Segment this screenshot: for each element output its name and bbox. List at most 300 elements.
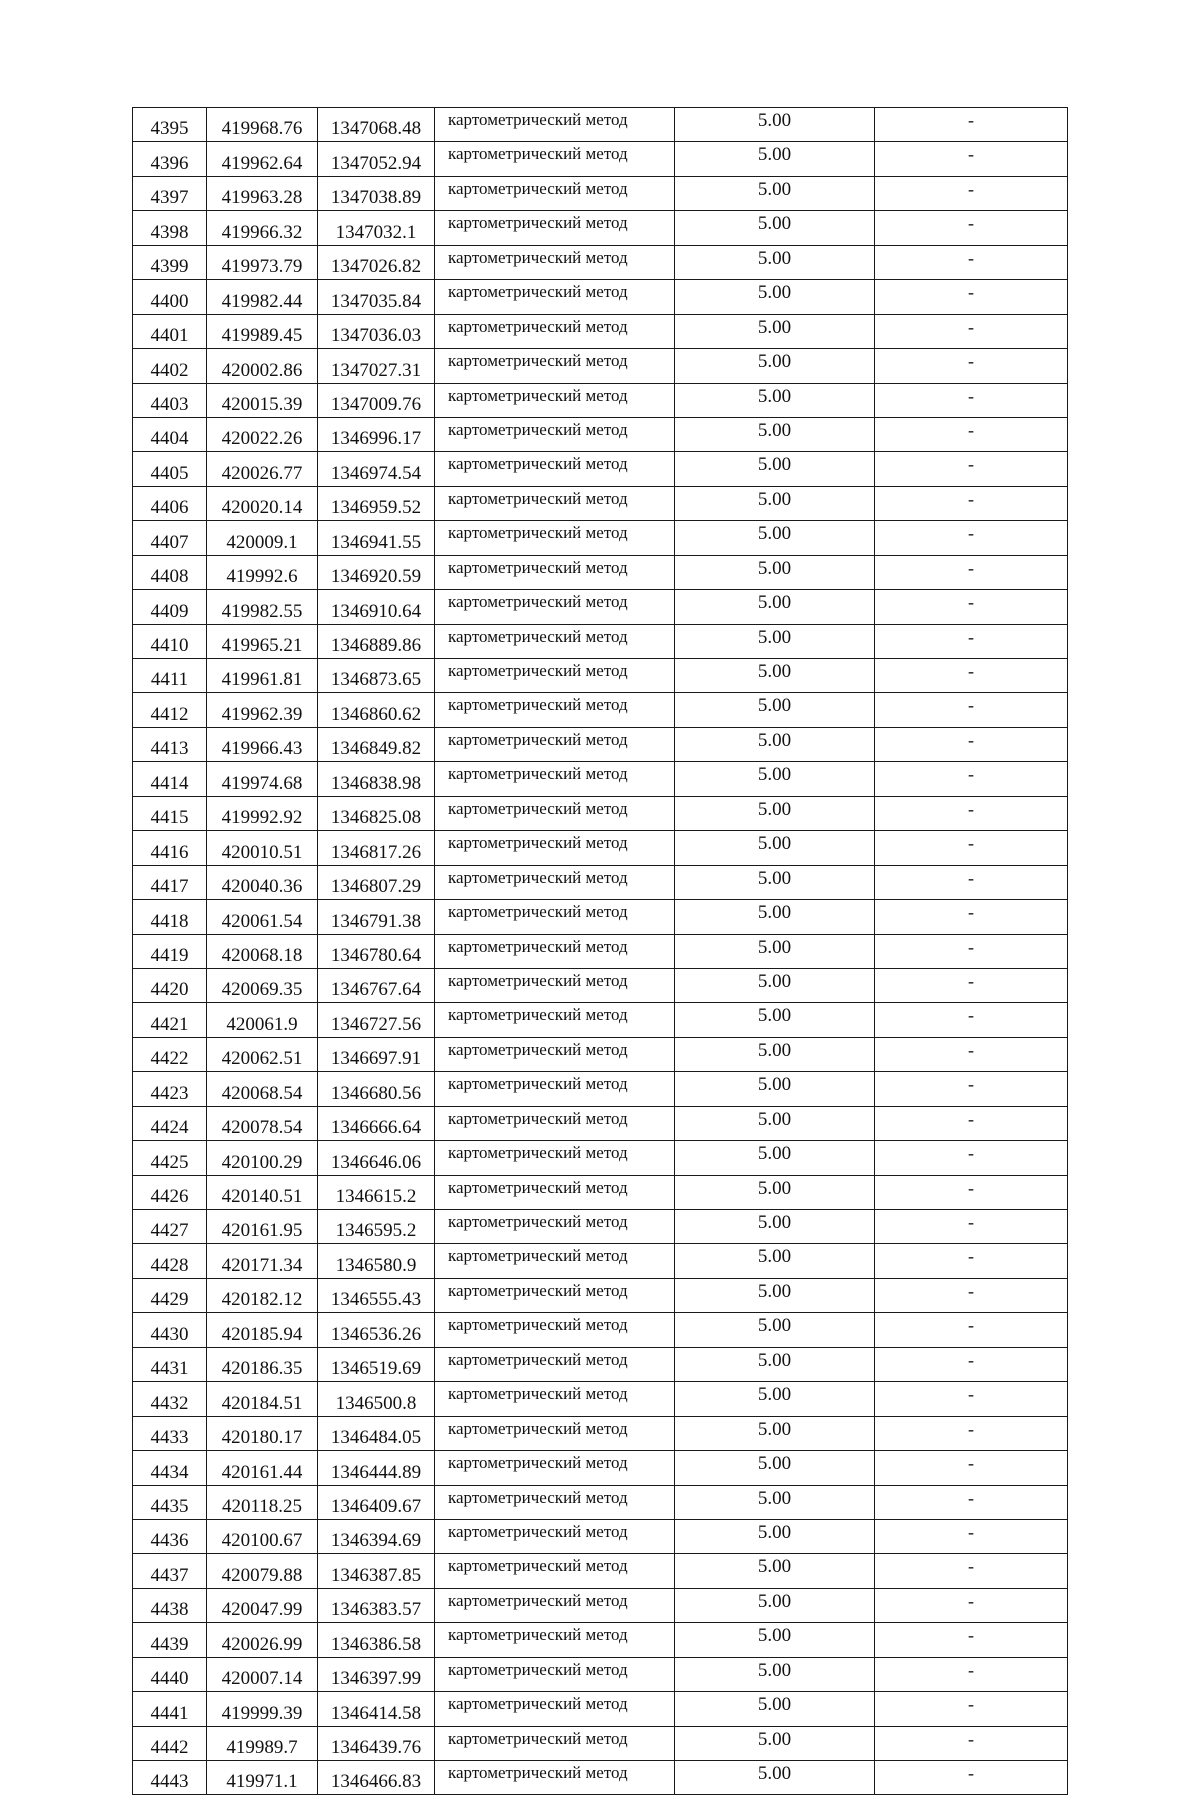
point-number-cell: 4401 [133,314,207,348]
y-coordinate-cell: 1346646.06 [318,1141,435,1175]
y-coordinate-cell: 1346825.08 [318,796,435,830]
table-row [133,211,1068,245]
error-cell: 5.00 [675,314,875,348]
point-number-cell: 4430 [133,1313,207,1347]
method-cell: картометрический метод [435,693,675,727]
x-coordinate-cell: 419992.6 [207,555,318,589]
y-coordinate-cell: 1346484.05 [318,1416,435,1450]
table-row [133,1175,1068,1209]
method-cell: картометрический метод [435,1210,675,1244]
error-cell: 5.00 [675,108,875,142]
note-cell: - [875,521,1068,555]
y-coordinate-cell: 1346439.76 [318,1726,435,1760]
x-coordinate-cell: 420118.25 [207,1485,318,1519]
note-cell: - [875,1244,1068,1278]
y-coordinate-cell: 1347009.76 [318,383,435,417]
error-cell: 5.00 [675,796,875,830]
y-coordinate-cell: 1346386.58 [318,1623,435,1657]
table-row [133,1519,1068,1553]
y-coordinate-cell: 1346860.62 [318,693,435,727]
note-cell: - [875,1588,1068,1622]
y-coordinate-cell: 1346444.89 [318,1451,435,1485]
method-cell: картометрический метод [435,1278,675,1312]
method-cell: картометрический метод [435,314,675,348]
point-number-cell: 4424 [133,1106,207,1140]
method-cell: картометрический метод [435,865,675,899]
note-cell: - [875,968,1068,1002]
table-row [133,1072,1068,1106]
y-coordinate-cell: 1346807.29 [318,865,435,899]
y-coordinate-cell: 1346555.43 [318,1278,435,1312]
y-coordinate-cell: 1346615.2 [318,1175,435,1209]
y-coordinate-cell: 1347036.03 [318,314,435,348]
x-coordinate-cell: 420010.51 [207,831,318,865]
method-cell: картометрический метод [435,1175,675,1209]
error-cell: 5.00 [675,1726,875,1760]
error-cell: 5.00 [675,831,875,865]
note-cell: - [875,1210,1068,1244]
note-cell: - [875,865,1068,899]
note-cell: - [875,659,1068,693]
y-coordinate-cell: 1346680.56 [318,1072,435,1106]
note-cell: - [875,1037,1068,1071]
point-number-cell: 4436 [133,1519,207,1553]
method-cell: картометрический метод [435,245,675,279]
table-row [133,1347,1068,1381]
y-coordinate-cell: 1346889.86 [318,624,435,658]
error-cell: 5.00 [675,1210,875,1244]
error-cell: 5.00 [675,1416,875,1450]
error-cell: 5.00 [675,176,875,210]
method-cell: картометрический метод [435,1519,675,1553]
method-cell: картометрический метод [435,934,675,968]
note-cell: - [875,486,1068,520]
table-row [133,245,1068,279]
point-number-cell: 4398 [133,211,207,245]
table-row [133,762,1068,796]
x-coordinate-cell: 419989.7 [207,1726,318,1760]
point-number-cell: 4435 [133,1485,207,1519]
method-cell: картометрический метод [435,1313,675,1347]
note-cell: - [875,417,1068,451]
point-number-cell: 4439 [133,1623,207,1657]
y-coordinate-cell: 1347068.48 [318,108,435,142]
error-cell: 5.00 [675,1347,875,1381]
note-cell: - [875,1623,1068,1657]
x-coordinate-cell: 420079.88 [207,1554,318,1588]
error-cell: 5.00 [675,280,875,314]
table-row [133,1106,1068,1140]
table-row [133,1554,1068,1588]
error-cell: 5.00 [675,1278,875,1312]
y-coordinate-cell: 1347026.82 [318,245,435,279]
note-cell: - [875,1519,1068,1553]
x-coordinate-cell: 419966.43 [207,727,318,761]
method-cell: картометрический метод [435,521,675,555]
error-cell: 5.00 [675,1244,875,1278]
point-number-cell: 4414 [133,762,207,796]
x-coordinate-cell: 419963.28 [207,176,318,210]
table-row [133,314,1068,348]
table-row [133,383,1068,417]
table-row [133,831,1068,865]
point-number-cell: 4440 [133,1657,207,1691]
y-coordinate-cell: 1346727.56 [318,1003,435,1037]
table-row [133,1761,1068,1795]
table-row [133,452,1068,486]
method-cell: картометрический метод [435,1244,675,1278]
method-cell: картометрический метод [435,1003,675,1037]
table-row [133,555,1068,589]
note-cell: - [875,796,1068,830]
method-cell: картометрический метод [435,176,675,210]
y-coordinate-cell: 1346959.52 [318,486,435,520]
point-number-cell: 4402 [133,349,207,383]
note-cell: - [875,1692,1068,1726]
error-cell: 5.00 [675,349,875,383]
y-coordinate-cell: 1346500.8 [318,1382,435,1416]
point-number-cell: 4405 [133,452,207,486]
note-cell: - [875,624,1068,658]
error-cell: 5.00 [675,1072,875,1106]
error-cell: 5.00 [675,1313,875,1347]
note-cell: - [875,349,1068,383]
x-coordinate-cell: 420068.18 [207,934,318,968]
point-number-cell: 4428 [133,1244,207,1278]
note-cell: - [875,1416,1068,1450]
x-coordinate-cell: 419974.68 [207,762,318,796]
table-row [133,1588,1068,1622]
y-coordinate-cell: 1346409.67 [318,1485,435,1519]
y-coordinate-cell: 1346817.26 [318,831,435,865]
method-cell: картометрический метод [435,1554,675,1588]
error-cell: 5.00 [675,1554,875,1588]
error-cell: 5.00 [675,1382,875,1416]
point-number-cell: 4437 [133,1554,207,1588]
method-cell: картометрический метод [435,1485,675,1519]
method-cell: картометрический метод [435,796,675,830]
table-row [133,1210,1068,1244]
table-row [133,1726,1068,1760]
x-coordinate-cell: 420009.1 [207,521,318,555]
method-cell: картометрический метод [435,659,675,693]
point-number-cell: 4418 [133,900,207,934]
method-cell: картометрический метод [435,968,675,1002]
error-cell: 5.00 [675,968,875,1002]
note-cell: - [875,1072,1068,1106]
y-coordinate-cell: 1346397.99 [318,1657,435,1691]
table-row [133,1037,1068,1071]
method-cell: картометрический метод [435,1382,675,1416]
point-number-cell: 4442 [133,1726,207,1760]
method-cell: картометрический метод [435,142,675,176]
table-row [133,693,1068,727]
point-number-cell: 4415 [133,796,207,830]
x-coordinate-cell: 419982.44 [207,280,318,314]
y-coordinate-cell: 1346536.26 [318,1313,435,1347]
table-row [133,1141,1068,1175]
table-row [133,1382,1068,1416]
table-row [133,349,1068,383]
point-number-cell: 4434 [133,1451,207,1485]
error-cell: 5.00 [675,555,875,589]
point-number-cell: 4420 [133,968,207,1002]
error-cell: 5.00 [675,1037,875,1071]
table-row [133,1416,1068,1450]
error-cell: 5.00 [675,659,875,693]
method-cell: картометрический метод [435,1726,675,1760]
point-number-cell: 4406 [133,486,207,520]
point-number-cell: 4403 [133,383,207,417]
table-row [133,659,1068,693]
point-number-cell: 4416 [133,831,207,865]
y-coordinate-cell: 1346910.64 [318,590,435,624]
note-cell: - [875,245,1068,279]
note-cell: - [875,727,1068,761]
x-coordinate-cell: 420161.95 [207,1210,318,1244]
error-cell: 5.00 [675,1175,875,1209]
error-cell: 5.00 [675,486,875,520]
note-cell: - [875,452,1068,486]
table-row [133,624,1068,658]
point-number-cell: 4433 [133,1416,207,1450]
y-coordinate-cell: 1346791.38 [318,900,435,934]
error-cell: 5.00 [675,865,875,899]
point-number-cell: 4408 [133,555,207,589]
table-row [133,727,1068,761]
y-coordinate-cell: 1347038.89 [318,176,435,210]
y-coordinate-cell: 1346849.82 [318,727,435,761]
table-row [133,968,1068,1002]
y-coordinate-cell: 1346580.9 [318,1244,435,1278]
point-number-cell: 4441 [133,1692,207,1726]
method-cell: картометрический метод [435,1416,675,1450]
note-cell: - [875,900,1068,934]
point-number-cell: 4413 [133,727,207,761]
x-coordinate-cell: 420078.54 [207,1106,318,1140]
x-coordinate-cell: 419971.1 [207,1761,318,1795]
y-coordinate-cell: 1347052.94 [318,142,435,176]
table-row [133,486,1068,520]
method-cell: картометрический метод [435,1451,675,1485]
method-cell: картометрический метод [435,1657,675,1691]
table-row [133,1278,1068,1312]
point-number-cell: 4412 [133,693,207,727]
error-cell: 5.00 [675,1588,875,1622]
note-cell: - [875,108,1068,142]
x-coordinate-cell: 420100.29 [207,1141,318,1175]
point-number-cell: 4427 [133,1210,207,1244]
x-coordinate-cell: 420186.35 [207,1347,318,1381]
table-row [133,1692,1068,1726]
coordinates-table [132,107,1068,1795]
note-cell: - [875,1313,1068,1347]
method-cell: картометрический метод [435,383,675,417]
point-number-cell: 4421 [133,1003,207,1037]
note-cell: - [875,1761,1068,1795]
error-cell: 5.00 [675,521,875,555]
point-number-cell: 4410 [133,624,207,658]
point-number-cell: 4395 [133,108,207,142]
point-number-cell: 4425 [133,1141,207,1175]
method-cell: картометрический метод [435,1692,675,1726]
x-coordinate-cell: 420184.51 [207,1382,318,1416]
note-cell: - [875,1278,1068,1312]
note-cell: - [875,1003,1068,1037]
method-cell: картометрический метод [435,349,675,383]
method-cell: картометрический метод [435,211,675,245]
method-cell: картометрический метод [435,831,675,865]
note-cell: - [875,211,1068,245]
method-cell: картометрический метод [435,727,675,761]
note-cell: - [875,1382,1068,1416]
table-row [133,108,1068,142]
error-cell: 5.00 [675,1003,875,1037]
error-cell: 5.00 [675,1519,875,1553]
table-row [133,590,1068,624]
x-coordinate-cell: 419962.64 [207,142,318,176]
y-coordinate-cell: 1346414.58 [318,1692,435,1726]
error-cell: 5.00 [675,762,875,796]
table-row [133,1485,1068,1519]
note-cell: - [875,142,1068,176]
y-coordinate-cell: 1347027.31 [318,349,435,383]
x-coordinate-cell: 419973.79 [207,245,318,279]
note-cell: - [875,693,1068,727]
method-cell: картометрический метод [435,1072,675,1106]
coordinates-table-body [133,108,1068,1795]
note-cell: - [875,831,1068,865]
x-coordinate-cell: 420047.99 [207,1588,318,1622]
point-number-cell: 4400 [133,280,207,314]
method-cell: картометрический метод [435,486,675,520]
error-cell: 5.00 [675,142,875,176]
method-cell: картометрический метод [435,590,675,624]
error-cell: 5.00 [675,1761,875,1795]
point-number-cell: 4426 [133,1175,207,1209]
point-number-cell: 4422 [133,1037,207,1071]
method-cell: картометрический метод [435,417,675,451]
point-number-cell: 4409 [133,590,207,624]
x-coordinate-cell: 420040.36 [207,865,318,899]
note-cell: - [875,555,1068,589]
y-coordinate-cell: 1346466.83 [318,1761,435,1795]
note-cell: - [875,934,1068,968]
note-cell: - [875,383,1068,417]
x-coordinate-cell: 420161.44 [207,1451,318,1485]
x-coordinate-cell: 420140.51 [207,1175,318,1209]
x-coordinate-cell: 420015.39 [207,383,318,417]
method-cell: картометрический метод [435,280,675,314]
x-coordinate-cell: 420180.17 [207,1416,318,1450]
error-cell: 5.00 [675,900,875,934]
x-coordinate-cell: 419968.76 [207,108,318,142]
point-number-cell: 4443 [133,1761,207,1795]
note-cell: - [875,1726,1068,1760]
x-coordinate-cell: 420171.34 [207,1244,318,1278]
point-number-cell: 4417 [133,865,207,899]
error-cell: 5.00 [675,1657,875,1691]
x-coordinate-cell: 420022.26 [207,417,318,451]
x-coordinate-cell: 419965.21 [207,624,318,658]
note-cell: - [875,1106,1068,1140]
error-cell: 5.00 [675,417,875,451]
x-coordinate-cell: 420182.12 [207,1278,318,1312]
y-coordinate-cell: 1346941.55 [318,521,435,555]
x-coordinate-cell: 420007.14 [207,1657,318,1691]
y-coordinate-cell: 1346595.2 [318,1210,435,1244]
point-number-cell: 4419 [133,934,207,968]
y-coordinate-cell: 1346996.17 [318,417,435,451]
method-cell: картометрический метод [435,1588,675,1622]
table-row [133,1244,1068,1278]
table-row [133,142,1068,176]
table-row [133,1451,1068,1485]
note-cell: - [875,1485,1068,1519]
error-cell: 5.00 [675,1485,875,1519]
point-number-cell: 4429 [133,1278,207,1312]
error-cell: 5.00 [675,1141,875,1175]
table-row [133,521,1068,555]
x-coordinate-cell: 419982.55 [207,590,318,624]
note-cell: - [875,314,1068,348]
table-row [133,1313,1068,1347]
method-cell: картометрический метод [435,1106,675,1140]
table-row [133,1657,1068,1691]
point-number-cell: 4399 [133,245,207,279]
method-cell: картометрический метод [435,1623,675,1657]
x-coordinate-cell: 420002.86 [207,349,318,383]
x-coordinate-cell: 420069.35 [207,968,318,1002]
table-row [133,900,1068,934]
note-cell: - [875,176,1068,210]
y-coordinate-cell: 1346387.85 [318,1554,435,1588]
note-cell: - [875,1657,1068,1691]
point-number-cell: 4404 [133,417,207,451]
error-cell: 5.00 [675,693,875,727]
point-number-cell: 4431 [133,1347,207,1381]
error-cell: 5.00 [675,383,875,417]
error-cell: 5.00 [675,1692,875,1726]
point-number-cell: 4423 [133,1072,207,1106]
method-cell: картометрический метод [435,1761,675,1795]
x-coordinate-cell: 420100.67 [207,1519,318,1553]
y-coordinate-cell: 1346697.91 [318,1037,435,1071]
method-cell: картометрический метод [435,900,675,934]
error-cell: 5.00 [675,934,875,968]
method-cell: картометрический метод [435,624,675,658]
y-coordinate-cell: 1346519.69 [318,1347,435,1381]
point-number-cell: 4438 [133,1588,207,1622]
table-row [133,280,1068,314]
x-coordinate-cell: 419961.81 [207,659,318,693]
y-coordinate-cell: 1346873.65 [318,659,435,693]
y-coordinate-cell: 1347035.84 [318,280,435,314]
x-coordinate-cell: 420026.77 [207,452,318,486]
x-coordinate-cell: 420061.54 [207,900,318,934]
y-coordinate-cell: 1346383.57 [318,1588,435,1622]
y-coordinate-cell: 1346838.98 [318,762,435,796]
method-cell: картометрический метод [435,1037,675,1071]
method-cell: картометрический метод [435,1141,675,1175]
table-row [133,865,1068,899]
note-cell: - [875,1141,1068,1175]
y-coordinate-cell: 1346920.59 [318,555,435,589]
y-coordinate-cell: 1346394.69 [318,1519,435,1553]
point-number-cell: 4397 [133,176,207,210]
x-coordinate-cell: 419999.39 [207,1692,318,1726]
point-number-cell: 4432 [133,1382,207,1416]
